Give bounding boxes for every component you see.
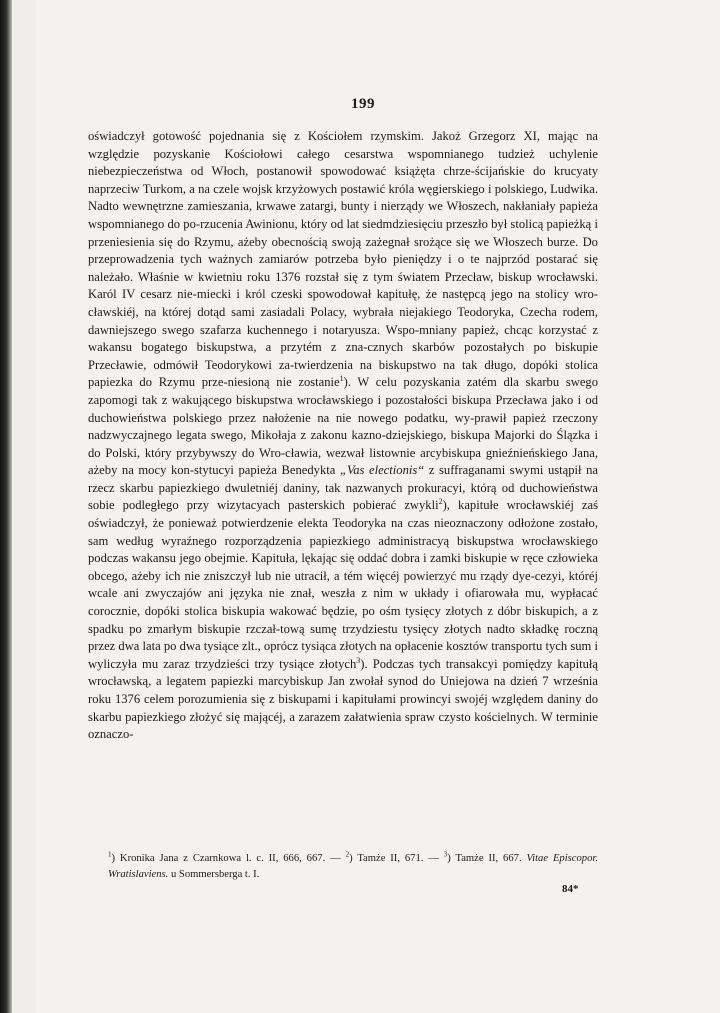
footnote-text: $^1$) Kronika Jana z Czarnkowa l. c. II, 666, 667. — $^2$) Tamże II, 671. — $^3$) Tamże II, 667. Vitae Episcopor. Wratislaviens. u Sommersberga t. I. bbox=[108, 850, 598, 880]
footnote-ref: 3 bbox=[356, 655, 361, 665]
quoted-title: „Vas electionis“ bbox=[339, 463, 425, 478]
footnotes bbox=[108, 851, 598, 882]
page-number: 199 bbox=[351, 96, 375, 112]
scan-edge bbox=[0, 0, 12, 1013]
body-text bbox=[88, 128, 598, 744]
footnote-ref: 2 bbox=[438, 497, 443, 507]
signature-mark: 84* bbox=[562, 883, 579, 895]
text-line: oświadczył gotowość pojednania się z Kościołem rzymskim. Jakoż Grzegorz XI, mając na względzie pozyskanie Kościołowi całego cesarstwa wspomnianego tudzież uchylenie niebezpieczeństwa od Włoch, postanowił spowodować książęta chrze-ścijańskie do krucyaty naprzeciw Turkom, a na czele wojsk krzyżowych postawić króla węgierskiego i polskiego, Ludwika. Nadto wewnętrzne zamieszania, krwawe zatargi, bunty i nierządy we Włoszech, nakłaniały papieża wspomnianego do po-rzucenia Awinionu, który od lat siedmdziesięciu przeszło był stolicą papieżką i przeniesienia się do Rzymu, ażeby obecnością swoją zażegnał srożące się we Włoszech burze. Do przeprowadzenia tych ważnych zamiarów potrzeba było pieniędzy i o te najprzód postarać się należało. Właśnie w kwietniu roku 1376 rozstał się z tym światem Przecław, biskup wrocławski. Karól IV cesarz nie-miecki i król czeski spowodował kapitułę, że następcą jego na stolicy wro-cławskiéj, na której dotąd sami zasiadali Polacy, wybrała niejakiego Teodoryka, Czecha rodem, dawniejszego swego szafarza kuchennego i notaryusza. Wspo-mniany papież, chcąc korzystać z wakansu bogatego biskupstwa, a przytém z zna-cznych skarbów pozostałych po biskupie Przecławie, odmówił Teodorykowi za-twierdzenia na biskupstwo na tak długo, dopóki stolica papiezka do Rzymu prze-niesioną nie zostanie$^1$). W celu pozyskania zatém dla skarbu swego zapomogi tak z wakującego biskupstwa wrocławskiego i pozostałości biskupa Przecława jako i od duchowieństwa polskiego przez nałożenie na nie nowego podatku, wy-prawił papież rzeczony nadzwyczajnego legata swego, Mikołaja z zakonu kazno-dziejskiego, biskupa Majorki do Ślązka i do Polski, który przybywszy do Wro-cławia, wezwał listownie arcybiskupa gnieźnieńskiego Jana, ażeby na mocy kon-stytucyi papieża Benedykta „Vas electionis“ z suffraganami swymi ustąpił na rzecz skarbu papiezkiego dwuletniéj daniny, tak nazwanych prokuracyi, którą od duchowieństwa sobie podległego przy wizytacyach pasterskich pobierać zwykli$^2$), kapitułe wrocławskiéj zaś oświadczył, że ponieważ potwierdzenie elekta Teodoryka na czas nieoznaczony odłożone zostało, sam według wyraźnego rozporządzenia papiezkiego administracyą biskupstwa wrocławskiego podczas wakansu jego obejmie. Kapituła, lękając się oddać dobra i zamki biskupie w ręce człowieka obcego, ażeby ich nie zniszczył lub nie utracił, a tém więcéj powierzyć mu rządy dye-cezyi, któréj wcale ani zwyczajów ani języka nie znał, weszła z nim w układy i ofiarowała mu, wypłacać corocznie, dopóki stolica biskupia wakować będzie, po ośm tysięcy złotych z dóbr biskupich, a z spadku po zmarłym biskupie rzczał-tową sumę trzydziestu tysięcy złotych nadto składkę roczną przez dwa lata po dwa tysiące zlt., oprócz tysiąca złotych na opłacenie kosztów transportu tych sum i wyliczyła mu zaraz trzydzieści trzy tysiące złotych$^3$). Podczas tych transakcyi pomiędzy kapitułą wrocławską, a legatem papiezki marcybiskup Jan zwołał synod do Uniejowa na dzień 7 września roku 1376 celem porozumienia się z biskupami i kapitułami prowincyi swojéj względem daniny do skarbu papiezkiego złożyć się mającéj, a zarazem załatwienia spraw czysto kościelnych. W terminie oznaczo- bbox=[88, 129, 599, 742]
footnote-ref: 1 bbox=[339, 374, 344, 384]
